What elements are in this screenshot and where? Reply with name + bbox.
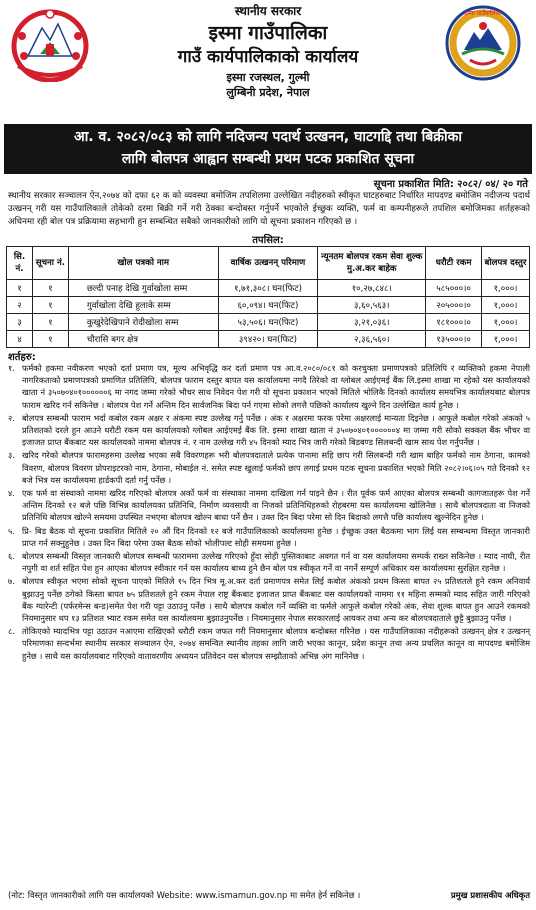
cell-site-name: गुर्वाखोला देखि हुलाके सम्म xyxy=(68,297,218,314)
notice-header xyxy=(4,0,532,124)
municipality-logo-text: इस्मा गाउँपालिका xyxy=(464,10,502,17)
cell-minimum-bid: २,३६,५६०। xyxy=(318,331,426,348)
col-header-notice-no: सूचना नं. xyxy=(32,247,68,280)
header-government: स्थानीय सरकार xyxy=(234,4,302,18)
col-header-minimum-bid: न्यूनतम बोलपत्र रकम सेवा शुल्क मु.अ.कर बाहेक xyxy=(318,247,426,280)
cell-bid-fee: १,०००। xyxy=(482,314,530,331)
cell-serial: ३ xyxy=(7,314,33,331)
term-number: ४. xyxy=(8,488,15,499)
bid-details-table xyxy=(6,246,530,348)
cell-deposit: २०५०००।० xyxy=(426,297,482,314)
cell-notice-no: १ xyxy=(32,331,68,348)
term-text: खरिद गरेको बोलपत्र फारामहरुमा उल्लेख भएका सबै विवरणहरू भरी बोलपत्रदाताले प्रत्येक पानामा सहि छाप गरी सिलबन्दी गरी खाम बाहिर फर्मको नाम ठेगाना, कामको विवरण, बोलपत्र विवरण प्रोपराइटरको नाम, ठेगाना, मोबाईल नं. समेत स्पष्ट खुलाई फर्मको छाप लगाई प्रथम पटक सूचना प्रकाशित भएको मिति २०८२।०६।०५ गते दिनको १२ बजे भित्र यस कार्यालयमा हार्डकपी दर्ता गर्नु पर्नेछ । xyxy=(22,450,530,485)
cell-minimum-bid: १०,२७,८४८। xyxy=(318,280,426,297)
col-header-annual-quantity: वार्षिक उत्खनन् परिमाण xyxy=(218,247,318,280)
list-item xyxy=(8,449,530,486)
cell-annual-quantity: ६०,०९४। घन(फिट) xyxy=(218,297,318,314)
term-text: बोलपत्र सम्बन्धी फाराम भर्दा कबोल रकम अक्षर र अंकमा स्पष्ट उल्लेख गर्नु पर्नेछ । अंक र अक्षरमा फरक परेमा अक्षरलाई मान्यता दिइनेछ । आफुले कबोल गरेको अंकको ५ प्रतिशतको दरले हुन आउने धरौटी रकम यस कार्यालयको ग्लोबल आईएमई बैंक लि. इस्मा शाखा खाता नं ३५०७०४०१००००००४ मा जम्मा गरी सोको सक्कल बैंक भौचर वा इजाजत प्राप्त बैंकबाट यस कार्यालयको नाममा बोलपत्र नं. र नाम उल्लेख गरी ४५ दिनको म्याद भित्र जारी गरेको बिडबण्ड सिलबन्दी खाम साथ पेश गर्नुपर्नेछ । xyxy=(22,412,530,448)
signature-title: प्रमुख प्रशासकीय अधिकृत xyxy=(450,890,530,900)
cell-minimum-bid: ३,२१,०३६। xyxy=(318,314,426,331)
cell-serial: ४ xyxy=(7,331,33,348)
notice-title-line2: लागि बोलपत्र आह्वान सम्बन्धी प्रथम पटक प्रकाशित सूचना xyxy=(121,151,415,167)
term-text: प्रि- बिड बैठक यो सूचना प्रकाशित मितिले २० औं दिन दिनको १२ बजे गाउँपालिकाको कार्यालयमा हुनेछ । ईच्छुक उक्त बैठकमा भाग लिई यस सम्बन्धमा विस्तृत जानकारी प्राप्त गर्न सक्नुहुनेछ । उक्त दिन बिदा परेमा उक्त बैठक सोको भोलीपल्ट सोही समयमा हुनेछ । xyxy=(22,525,530,548)
term-number: ५. xyxy=(8,525,15,536)
header-municipality-name: इस्मा गाउँपालिका xyxy=(208,22,328,44)
cell-bid-fee: १,०००। xyxy=(482,297,530,314)
terms-heading: शर्तहरु: xyxy=(8,352,36,363)
notice-title-bar xyxy=(4,124,532,174)
cell-annual-quantity: ५३,५०६। घन(फिट) xyxy=(218,314,318,331)
cell-deposit: १८१०००।० xyxy=(426,314,482,331)
col-header-bid-fee: बोलपत्र दस्तुर xyxy=(482,247,530,280)
list-item xyxy=(8,625,530,662)
intro-paragraph: स्थानीय सरकार सञ्चालन ऐन,२०७४ को दफा ६२ क को व्यवस्था बमोजिम तपशिलमा उल्लेखित नदीहरुको स्वीकृत घाटहरुबाट निर्धारित मापदण्ड बमोजिम नदीजन्य पदार्थ उत्खनन् गरी यस गाउँपालिकाले तोकेको दरमा बिक्री गर्ने गरी ठेक्का बन्दोबस्त गर्नुपर्ने भएकोले ईच्छुक व्यक्ति, फर्म वा कम्पनीहरूले तपशिल बमोजिमका शर्तहरूको अधिनमा रही बोल पत्र प्रक्रियामा सहभागी हुन सम्बन्धित सबैको जानकारीको लागि यो सूचना प्रकाशन गरिएको छ । xyxy=(8,191,530,227)
list-item xyxy=(8,362,530,411)
term-number: ७. xyxy=(8,576,15,587)
col-header-site-name: खोल पत्रको नाम xyxy=(68,247,218,280)
term-text: बोलपत्र सम्बन्धी विस्तृत जानकारी बोलपत्र सम्बन्धी फाराममा उल्लेख गरिएको हुँदा सोही पुस्तिकाबाट अवगत गर्न वा यस कार्यालयमा सम्पर्क राख्न सकिनेछ । म्याद नाघी, रीत नपुगी वा शर्त सहित पेश हुन आएका बोलपत्र स्वीकार गर्न यस कार्यालय बाध्य हुने छैन बोल पत्र स्वीकृत गर्ने वा नगर्ने सम्पूर्ण अधिकार यस कार्यालयमा सुरक्षित रहनेछ । xyxy=(22,551,530,574)
table-row xyxy=(7,331,530,348)
term-text: फर्मको हकमा नवीकरण भएको दर्ता प्रमाण पत्र, मूल्य अभिवृद्धि कर दर्ता प्रमाण पत्र आ.व.२०८०/०८१ को करचुक्ता प्रमाणपत्रको प्रतिलिपि र व्यक्तिको हकमा नेपाली नागरिकताको प्रमाणपत्रको प्रमाणित प्रतिलिपि, बोलपत्र फाराम दस्तुर बापत यस कार्यालयमा नगदै तिरेको वा ग्लोबल आईएमई बैंक लि.इस्मा शाखा मा रहेको यस कार्यालयको खाता नं ३५०७०४०१००००००६ मा नगद जम्मा गरेको भौचर साथ निवेदन पेश गरी यो सूचना प्रकाशन भएको मितिले भोलिकै दिनको कार्यालय समयभित्र कार्यालयबाट बोलपत्र फाराम खरिद गर्न सकिनेछ । बोलपत्र पेश गर्ने अन्तिम दिन सार्वजनिक बिदा पर्न गएमा सोको लगत्तै पछिको कार्यालय खुल्ने दिन उल्लेखित कार्य हुनेछ । xyxy=(22,363,530,410)
cell-site-name: छल्दी पनाह देखि गुर्वाखोला सम्म xyxy=(68,280,218,297)
term-number: ६. xyxy=(8,551,15,562)
footer-note: (नोट: विस्तृत जानकारीको लागि यस कार्यालयको Website: www.ismamun.gov.np मा समेत हेर्न सकिनेछ । xyxy=(8,890,361,900)
cell-serial: २ xyxy=(7,297,33,314)
term-text: एक फर्म वा संस्थाको नाममा खरिद गरिएको बोलपत्र अर्को फर्म वा संस्थाका नाममा दाखिला गर्न पाइने छैन । रीत पूर्वक फर्म आएका बोलपत्र सम्बन्धी कागजातहरू पेश गर्ने अन्तिम दिनको १२ बजे पछि विभिन्न कार्यालयका प्रतिनिधि, निर्माण व्यवसायी वा निजको प्रतिनिधिहरुको रोहबरमा यस कार्यालयमा खोलिनेछ । साथै बोलपत्रदाता वा निजको प्रतिनिधि बोलपत्र खोल्ने समयमा उपस्थित नभएमा बोलपत्र खोल्न बाधा पर्ने छैन । उक्त दिन बिदा परेमा सो दिन बिदाको लगत्तै पछि कार्यालय खुल्नेदिन हुनेछ । xyxy=(22,488,530,523)
cell-bid-fee: १,०००। xyxy=(482,280,530,297)
terms-list xyxy=(8,362,530,663)
table-row xyxy=(7,280,530,297)
cell-deposit: ५८५०००।० xyxy=(426,280,482,297)
notice-title-line1: आ. व. २०८२/०८३ को लागि नदिजन्य पदार्थ उत्खनन, घाटगद्दि तथा बिक्रीका xyxy=(73,129,463,145)
municipality-logo-icon xyxy=(442,4,524,82)
list-item xyxy=(8,575,530,624)
cell-annual-quantity: १,७१,३०८। घन(फिट) xyxy=(218,280,318,297)
term-number: १. xyxy=(8,363,15,373)
cell-annual-quantity: ३९४२०। घन(फिट) xyxy=(218,331,318,348)
cell-site-name: चौरासि बगर क्षेत्र xyxy=(68,331,218,348)
header-address-line2: लुम्बिनी प्रदेश, नेपाल xyxy=(226,86,310,99)
cell-notice-no: १ xyxy=(32,297,68,314)
cell-site-name: कुखुरेदेखिपाने रोदीखोला सम्म xyxy=(68,314,218,331)
term-number: ८. xyxy=(8,626,15,637)
list-item xyxy=(8,525,530,549)
term-number: ३. xyxy=(8,450,15,461)
publish-date: सूचना प्रकाशित मिति: २०८२/ ०४/ २० गते xyxy=(373,179,528,190)
term-text: बोलपत्र स्वीकृत भएमा सोको सूचना पाएको मितिले १५ दिन भित्र मू.अ.कर दर्ता प्रमाणपत्र समेत लिई कबोल अंकको प्रथम किस्ता बापत २५ प्रतिशतले हुने रकम अनिवार्य बुझाउनु पर्नेछ ठगेको किस्ता बापत ७५ प्रतिशतले हुने रकम नेपाल राष्ट्र बैंकबाट इजाजत प्राप्त बैंकबाट यस कार्यालयको नाममा ११ महिना सम्मको म्याद सहित जारी गरिएको बैंक ग्यारेन्टी (पर्फरमेन्स बन्ड)समेत पेश गरी पट्टा उठाउनु पर्नेछ । साथै बोलपत्र कबोल गर्ने व्यक्ति वा फर्मले आफुले कबोल गरेको अंक, सेवा शुल्क बापत हुन आउने रकमको नियमानुसार थप १३ प्रतिशत भ्याट रकम समेत यस कार्यालयमा बुझाउनुपर्नेछ । नियमानुसार नेपाल सरकारलाई आयकर तथा अन्य कर बोलपत्रदाताले छुट्टै बुझाउनु पर्नेछ । xyxy=(22,576,530,624)
list-item xyxy=(8,487,530,524)
notice-footer xyxy=(8,890,530,901)
details-heading: तपसिल: xyxy=(252,235,284,246)
cell-notice-no: १ xyxy=(32,280,68,297)
table-header-row xyxy=(7,247,530,280)
table-row xyxy=(7,297,530,314)
header-address-line1: इस्मा रजस्थल, गुल्मी xyxy=(226,71,310,84)
cell-serial: १ xyxy=(7,280,33,297)
col-header-serial: सि. नं. xyxy=(7,247,33,280)
col-header-deposit: धरौटी रकम xyxy=(426,247,482,280)
table-row xyxy=(7,314,530,331)
cell-deposit: १३५०००।० xyxy=(426,331,482,348)
cell-minimum-bid: ३,६०,५६३। xyxy=(318,297,426,314)
term-number: २. xyxy=(8,412,15,423)
term-text: तोकिएको म्यादभित्र पट्टा उठाउन नआएमा राखिएको धरौटी रकम जफत गरी नियमानुसार बोलपत्र बन्दोबस्त गरिनेछ । यस गाउँपालिकाका नदीहरूको उत्खनन् क्षेत्र र उत्खनन् परिमाणका सन्दर्भमा स्थानीय सरकार सञ्चालन ऐन, २०७४ समन्वित स्थानीय तहका लागि जारी भएका कानून, प्रदेश कानून तथा अन्य प्रचलित कानून वा मापदण्ड बमोजिम हुनेछ । साथै यस कार्यालयबाट गरिएको वातावरणीय अध्ययन प्रतिवेदन यस बोलपत्र सम्झौताको अभिन्न अंग मानिनेछ । xyxy=(22,626,530,661)
cell-bid-fee: १,०००। xyxy=(482,331,530,348)
list-item xyxy=(8,550,530,574)
list-item xyxy=(8,412,530,449)
cell-notice-no: १ xyxy=(32,314,68,331)
header-office-name: गाउँ कार्यपालिकाको कार्यालय xyxy=(177,47,359,67)
